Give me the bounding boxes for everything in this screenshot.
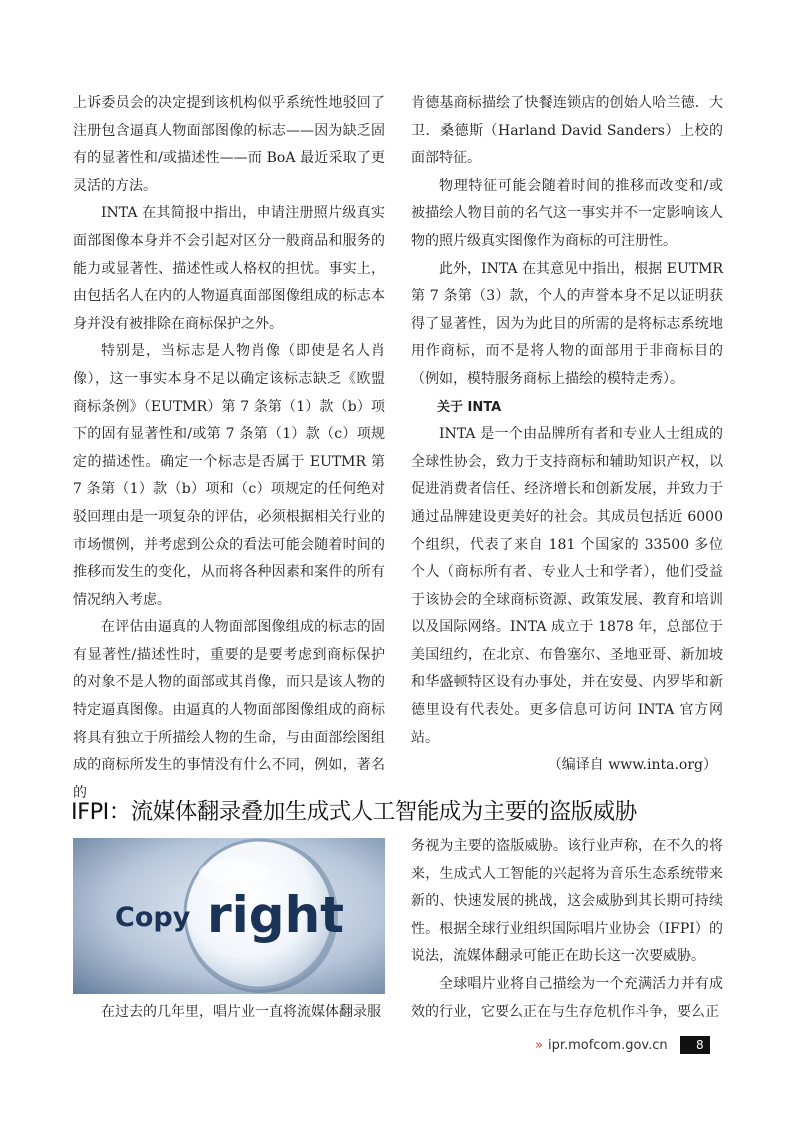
upper-article-left-column — [73, 90, 385, 807]
body-paragraph: 全球唱片业将自己描绘为一个充满活力并有成效的行业，它要么正在与生存危机作斗争，要么正 — [411, 975, 723, 1020]
double-chevron-icon: » — [535, 1037, 543, 1053]
right-word: right — [207, 886, 345, 944]
lower-article-left-column — [73, 999, 385, 1027]
copyright-magnifier-image — [73, 838, 385, 994]
copy-word: Copy — [115, 902, 191, 933]
footer-website-link[interactable]: ipr.mofcom.gov.cn — [547, 1037, 668, 1053]
body-paragraph: 务视为主要的盗版威胁。该行业声称，在不久的将来，生成式人工智能的兴起将为音乐生态系统带来新的、快速发展的挑战，这会威胁到其长期可持续性。根据全球行业组织国际唱片业协会（IFPI）的说法，流媒体翻录可能正在助长这一次要威胁。 — [411, 838, 723, 965]
upper-article-right-column — [411, 90, 723, 780]
page-footer — [535, 1036, 710, 1054]
lower-article-right-column — [411, 833, 723, 1026]
body-paragraph: 肯德基商标描绘了快餐连锁店的创始人哈兰德．大卫．桑德斯（Harland David Sanders）上校的面部特征。 — [411, 95, 723, 167]
body-paragraph: 在评估由逼真的人物面部图像组成的标志的固有显著性/描述性时，重要的是要考虑到商标保护的对象不是人物的面部或其肖像，而只是该人物的特定逼真图像。由逼真的人物面部图像组成的商标将具有独立于所描绘人物的生命，与由面部绘图组成的商标所发生的事情没有什么不同，例如，著名的 — [73, 619, 385, 801]
body-paragraph: INTA 在其简报中指出，申请注册照片级真实面部图像本身并不会引起对区分一般商品和服务的能力或显著性、描述性或人格权的担忧。事实上，由包括名人在内的人物逼真面部图像组成的标志本身并没有被排除在商标保护之外。 — [73, 205, 385, 332]
about-inta-paragraph: INTA 是一个由品牌所有者和专业人士组成的全球性协会，致力于支持商标和辅助知识产权，以促进消费者信任、经济增长和创新发展，并致力于通过品牌建设更美好的社会。其成员包括近 6000 个组织，代表了来自 181 个国家的 33500 多位个人（商标所有者、专业人士和学者），他们受益于该协会的全球商标资源、政策发展、教育和培训以及国际网络。INTA 成立于 1878 年，总部位于美国纽约，在北京、布鲁塞尔、圣地亚哥、新加坡和华盛顿特区设有办事处，并在安曼、内罗毕和新德里设有代表处。更多信息可访问 INTA 官方网站。 — [411, 426, 723, 746]
article-headline: IFPI：流媒体翻录叠加生成式人工智能成为主要的盗版威胁 — [71, 799, 637, 825]
about-inta-heading: 关于 INTA — [437, 399, 502, 415]
body-paragraph: 在过去的几年里，唱片业一直将流媒体翻录服 — [101, 1004, 381, 1020]
body-paragraph: 此外，INTA 在其意见中指出，根据 EUTMR 第 7 条第（3）款，个人的声誉本身不足以证明获得了显著性，因为为此目的所需的是将标志系统地用作商标，而不是将人物的面部用于非商标目的（例如，模特服务商标上描绘的模特走秀）。 — [411, 260, 723, 387]
body-paragraph: 特别是，当标志是人物肖像（即使是名人肖像），这一事实本身不足以确定该标志缺乏《欧盟商标条例》（EUTMR）第 7 条第（1）款（b）项下的固有显著性和/或第 7 条第（1）款（c）项规定的描述性。确定一个标志是否属于 EUTMR 第 7 条第（1）款（b）项和（c）项规定的任何绝对驳回理由是一项复杂的评估，必须根据相关行业的市场惯例，并考虑到公众的看法可能会随着时间的推移而发生的变化，从而将各种因素和案件的所有情况纳入考虑。 — [73, 343, 385, 608]
source-note: （编译自 www.inta.org） — [547, 757, 717, 774]
body-paragraph: 物理特征可能会随着时间的推移而改变和/或被描绘人物目前的名气这一事实并不一定影响该人物的照片级真实图像作为商标的可注册性。 — [411, 177, 723, 249]
page-number: 8 — [680, 1036, 710, 1054]
copyright-illustration — [73, 838, 385, 994]
body-paragraph: 上诉委员会的决定提到该机构似乎系统性地驳回了注册包含逼真人物面部图像的标志——因为缺乏固有的显著性和/或描述性——而 BoA 最近采取了更灵活的方法。 — [73, 95, 385, 194]
